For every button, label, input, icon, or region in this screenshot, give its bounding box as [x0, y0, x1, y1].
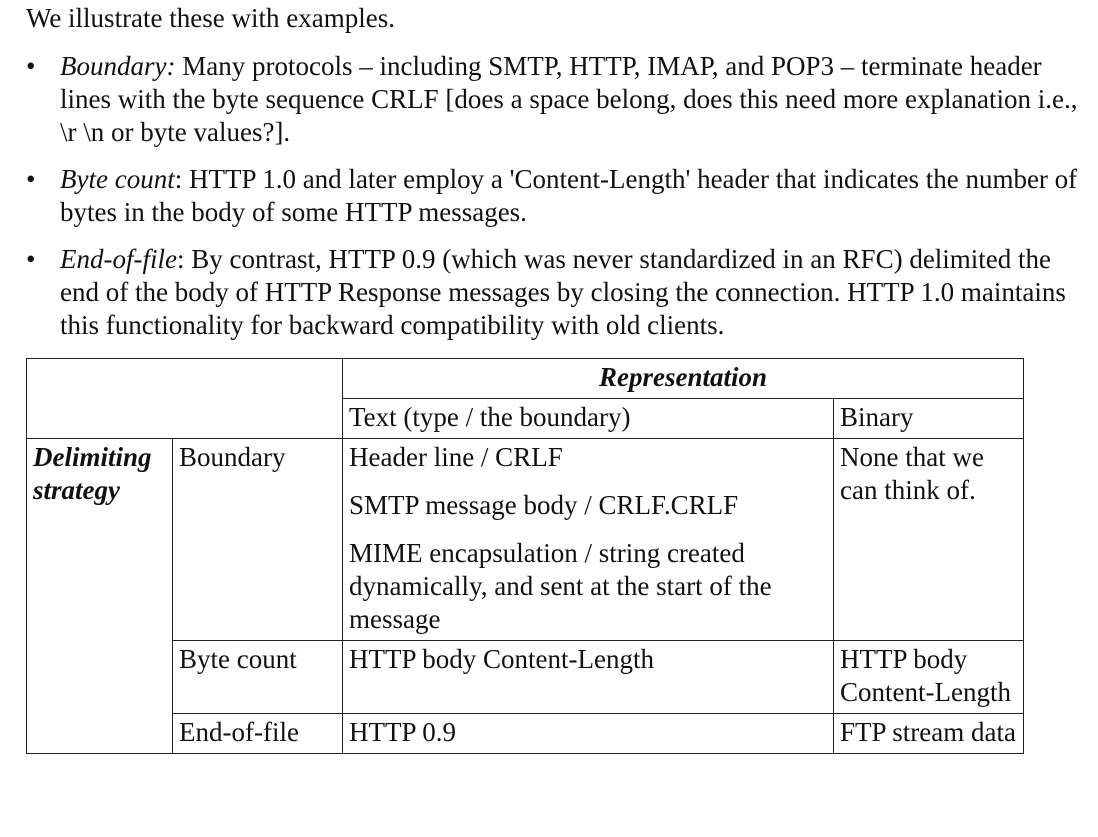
- bullet-text: : By contrast, HTTP 0.9 (which was never standardized in an RFC) delimited the end of the body of HTTP Response messages by closing the connection. HTTP 1.0 maintains this functionality for backward compatibility with old clients.: [60, 244, 1066, 340]
- table-row: [27, 439, 1024, 641]
- row-label: Boundary: [173, 439, 343, 641]
- text-item: HTTP 0.9: [349, 717, 456, 747]
- binary-cell: None that we can think of.: [834, 439, 1024, 641]
- bullet-term: End-of-file: [60, 244, 177, 274]
- binary-cell: FTP stream data: [834, 714, 1024, 754]
- intro-paragraph: We illustrate these with examples.: [26, 3, 395, 33]
- bullet-dot: •: [26, 51, 36, 81]
- bullet-list: [0, 50, 1098, 356]
- table-row: [27, 641, 1024, 714]
- bullet-end-of-file: [0, 243, 1080, 342]
- table-corner-cell: [27, 359, 343, 439]
- text-cell: [343, 714, 834, 754]
- text-column-header: Text (type / the boundary): [343, 399, 834, 439]
- table-row: [27, 714, 1024, 754]
- row-group-label: Delimiting strategy: [27, 439, 173, 754]
- text-cell: [343, 439, 834, 641]
- text-item: SMTP message body / CRLF.CRLF: [349, 490, 739, 520]
- text-cell: [343, 641, 834, 714]
- representation-header: Representation: [343, 359, 1024, 399]
- text-item: HTTP body Content-Length: [349, 644, 654, 674]
- table-header-row: [27, 359, 1024, 399]
- bullet-dot: •: [26, 244, 36, 274]
- delimiting-table: [26, 358, 1024, 754]
- delimiting-table-wrapper: [26, 358, 1024, 754]
- row-label: Byte count: [173, 641, 343, 714]
- binary-column-header: Binary: [834, 399, 1024, 439]
- bullet-text: Many protocols – including SMTP, HTTP, IMAP, and POP3 – terminate header lines with the byte sequence CRLF [does a space belong, does this need more explanation i.e., \r \n or byte values?].: [60, 51, 1078, 147]
- text-item: Header line / CRLF: [349, 442, 563, 472]
- bullet-byte-count: [0, 163, 1080, 229]
- text-item: MIME encapsulation / string created dynamically, and sent at the start of the message: [349, 538, 772, 634]
- bullet-text: : HTTP 1.0 and later employ a 'Content-Length' header that indicates the number of bytes in the body of some HTTP messages.: [60, 164, 1078, 227]
- bullet-term: Boundary:: [60, 51, 176, 81]
- bullet-boundary: [0, 50, 1080, 149]
- binary-cell: HTTP body Content-Length: [834, 641, 1024, 714]
- bullet-dot: •: [26, 164, 36, 194]
- bullet-term: Byte count: [60, 164, 175, 194]
- row-label: End-of-file: [173, 714, 343, 754]
